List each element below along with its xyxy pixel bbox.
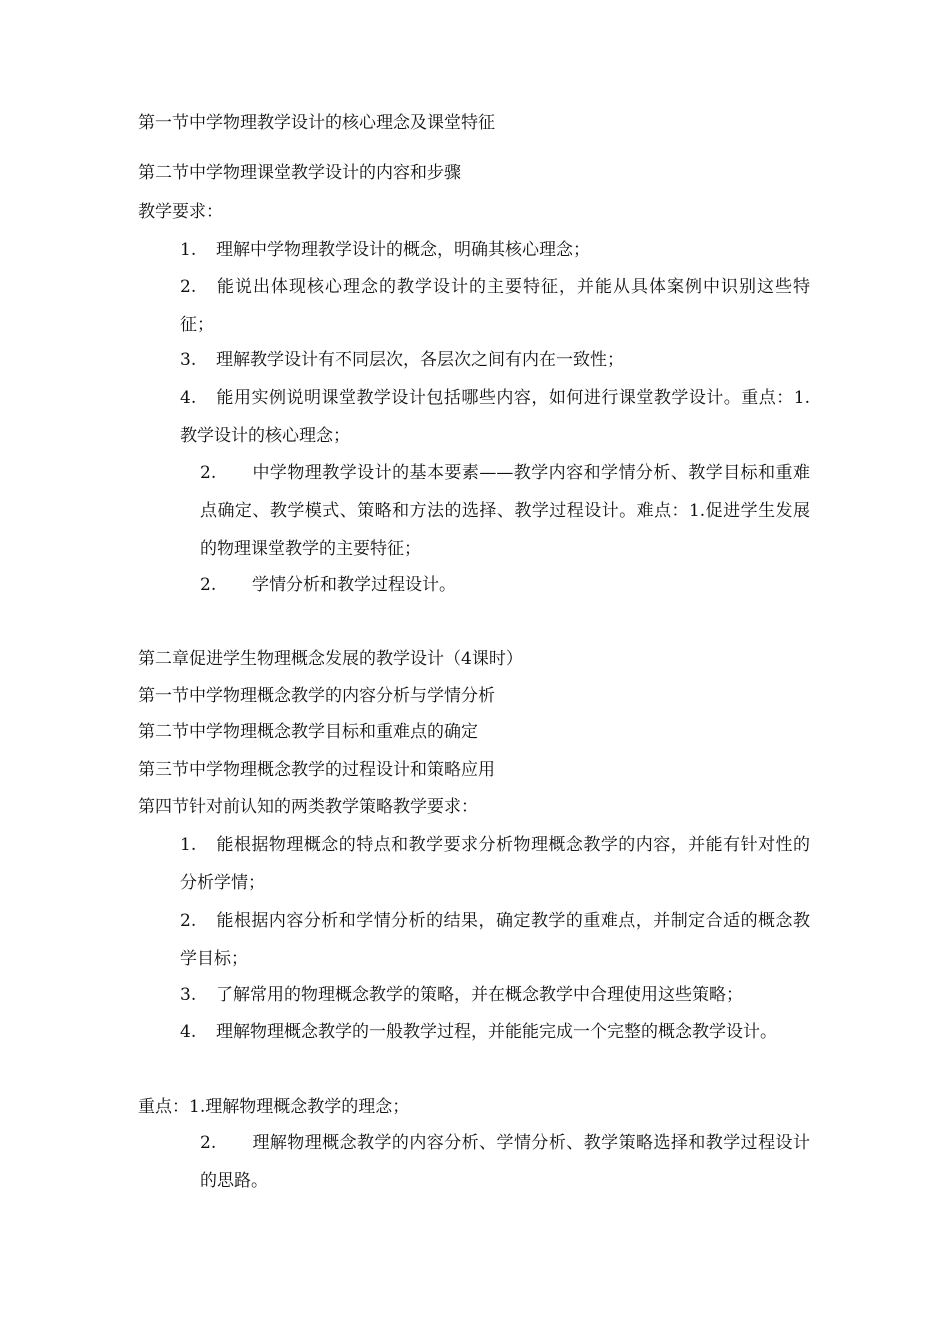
list-item: 2. 理解物理概念教学的内容分析、学情分析、教学策略选择和教学过程设计的思路。	[200, 1133, 810, 1191]
section-heading: 第二节中学物理概念教学目标和重难点的确定	[138, 722, 478, 742]
list-item: 2. 学情分析和教学过程设计。	[200, 575, 456, 595]
section-heading: 第一节中学物理教学设计的核心理念及课堂特征	[138, 113, 495, 133]
section-heading: 第二节中学物理课堂教学设计的内容和步骤	[138, 163, 461, 183]
list-item: 2. 能根据内容分析和学情分析的结果，确定教学的重难点，并制定合适的概念教学目标；	[180, 911, 810, 969]
list-item: 3. 了解常用的物理概念教学的策略，并在概念教学中合理使用这些策略；	[180, 985, 743, 1005]
list-item: 2. 能说出体现核心理念的教学设计的主要特征，并能从具体案例中识别这些特征；	[180, 277, 810, 335]
key-points: 重点：1.理解物理概念教学的理念；	[138, 1097, 410, 1117]
requirements-heading: 教学要求：	[138, 202, 223, 222]
list-item: 4. 能用实例说明课堂教学设计包括哪些内容，如何进行课堂教学设计。重点：1.教学设计的核心理念；	[180, 388, 810, 446]
list-item: 1. 理解中学物理教学设计的概念，明确其核心理念；	[180, 240, 590, 260]
section-heading: 第三节中学物理概念教学的过程设计和策略应用	[138, 760, 495, 780]
section-heading: 第一节中学物理概念教学的内容分析与学情分析	[138, 686, 495, 706]
section-heading: 第四节针对前认知的两类教学策略教学要求：	[138, 797, 478, 817]
list-item: 4. 理解物理概念教学的一般教学过程，并能能完成一个完整的概念教学设计。	[180, 1022, 777, 1042]
list-item: 2. 中学物理教学设计的基本要素——教学内容和学情分析、教学目标和重难点确定、教学模式、策略和方法的选择、教学过程设计。难点：1.促进学生发展的物理课堂教学的主要特征；	[200, 463, 810, 559]
list-item: 3. 理解教学设计有不同层次，各层次之间有内在一致性；	[180, 350, 624, 370]
list-item: 1. 能根据物理概念的特点和教学要求分析物理概念教学的内容，并能有针对性的分析学情；	[180, 835, 810, 893]
chapter-heading: 第二章促进学生物理概念发展的教学设计（4课时）	[138, 649, 523, 669]
